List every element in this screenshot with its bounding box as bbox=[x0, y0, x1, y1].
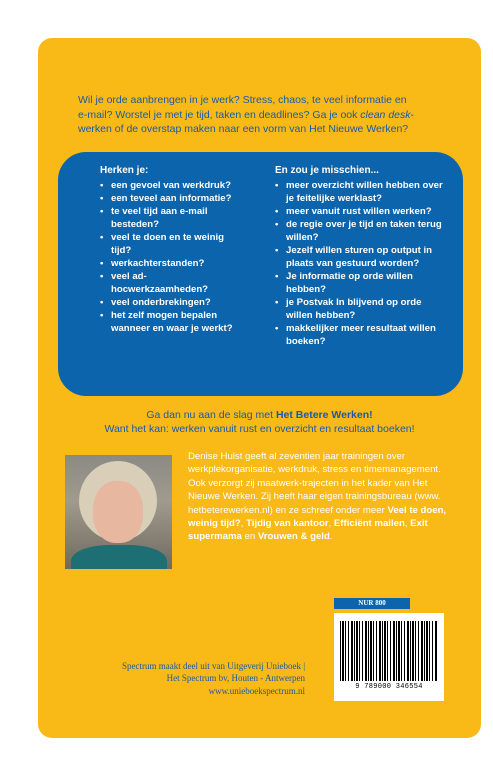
publisher-line-1: Spectrum maakt deel uit van Uitgeverij Unieboek | bbox=[122, 661, 305, 671]
list-item: • te veel tijd aan e-mail besteden? bbox=[100, 205, 240, 231]
list-item: • je Postvak In blijvend op orde willen hebben? bbox=[275, 296, 445, 322]
book-title: Exit supermama bbox=[188, 518, 428, 543]
bio-text: Denise Hulst geeft al zeventien jaar trainingen over werkplekorganisatie, werkdruk, stress en timemanagement. Ook verzorgt zij maatwerk-trajecten in het kader van Het Nieuwe Werken. Zij heeft haar eigen trainingsbureau (www. hetbeterewerken.nl) en ze schreef onder meer bbox=[188, 451, 441, 516]
list-item: • een gevoel van werkdruk? bbox=[100, 179, 240, 192]
misschien-list bbox=[275, 179, 445, 348]
bio-separator: , bbox=[404, 518, 411, 530]
isbn-barcode bbox=[334, 613, 444, 701]
author-face bbox=[93, 481, 143, 543]
barcode-bars bbox=[340, 621, 438, 681]
list-item: • de regie over je tijd en taken terug willen? bbox=[275, 218, 445, 244]
intro-text bbox=[78, 93, 448, 137]
list-item: • makkelijker meer resultaat willen boeken? bbox=[275, 322, 445, 348]
misschien-column bbox=[275, 164, 445, 348]
bio-separator: , bbox=[328, 518, 334, 530]
list-item: • veel te doen en te weinig tijd? bbox=[100, 231, 240, 257]
barcode-digits: 9 789000 346554 bbox=[355, 683, 423, 691]
bio-end: . bbox=[329, 531, 333, 543]
call-to-action bbox=[38, 408, 481, 436]
list-item: • Je informatie op orde willen hebben? bbox=[275, 270, 445, 296]
cta-bold: Het Betere Werken! bbox=[275, 409, 373, 421]
herken-column bbox=[100, 164, 240, 335]
misschien-title: En zou je misschien... bbox=[275, 165, 379, 176]
list-item: • veel ad-hocwerkzaamheden? bbox=[100, 270, 240, 296]
bio-separator: , bbox=[240, 518, 247, 530]
author-bio bbox=[188, 450, 450, 544]
list-item: • veel onderbrekingen? bbox=[100, 296, 240, 309]
list-item: • een teveel aan informatie? bbox=[100, 192, 240, 205]
author-photo bbox=[65, 455, 172, 569]
list-item: • Jezelf willen sturen op output in plaats van gestuurd worden? bbox=[275, 244, 445, 270]
book-title: Veel te doen, weinig tijd? bbox=[188, 504, 447, 530]
intro-line-2-end: - bbox=[410, 108, 414, 121]
list-item: • het zelf mogen bepalen wanneer en waar je werkt? bbox=[100, 309, 240, 335]
book-title: Tijdig van kantoor bbox=[246, 518, 329, 530]
intro-emphasis: clean desk bbox=[360, 108, 411, 121]
book-title: Vrouwen & geld bbox=[257, 531, 330, 543]
cta-line-1: Ga dan nu aan de slag met bbox=[146, 409, 276, 421]
publisher-info bbox=[100, 660, 305, 697]
list-item: • werkachterstanden? bbox=[100, 257, 240, 270]
publisher-line-2: Het Spectrum bv, Houten - Antwerpen bbox=[166, 673, 305, 684]
author-shirt bbox=[71, 545, 167, 569]
cta-line-2: Want het kan: werken vanuit rust en overzicht en resultaat boeken! bbox=[104, 423, 415, 435]
intro-line-2: e-mail? Worstel je met je tijd, taken en deadlines? Ga je ook bbox=[78, 108, 361, 121]
nur-label: NUR 800 bbox=[334, 598, 410, 609]
intro-line-1: Wil je orde aanbrengen in je werk? Stress, chaos, te veel informatie en bbox=[78, 94, 407, 106]
list-item: • meer vanuit rust willen werken? bbox=[275, 205, 445, 218]
checklist-box bbox=[58, 152, 463, 396]
intro-line-3: werken of de overstap maken naar een vorm van Het Nieuwe Werken? bbox=[78, 123, 409, 135]
back-cover bbox=[38, 38, 481, 738]
book-title: Efficiënt mailen bbox=[333, 518, 405, 530]
publisher-url: www.unieboekspectrum.nl bbox=[208, 685, 305, 696]
herken-list bbox=[100, 179, 240, 335]
bio-separator: en bbox=[241, 531, 258, 543]
herken-title: Herken je: bbox=[100, 165, 149, 176]
list-item: • meer overzicht willen hebben over je feitelijke werklast? bbox=[275, 179, 445, 205]
